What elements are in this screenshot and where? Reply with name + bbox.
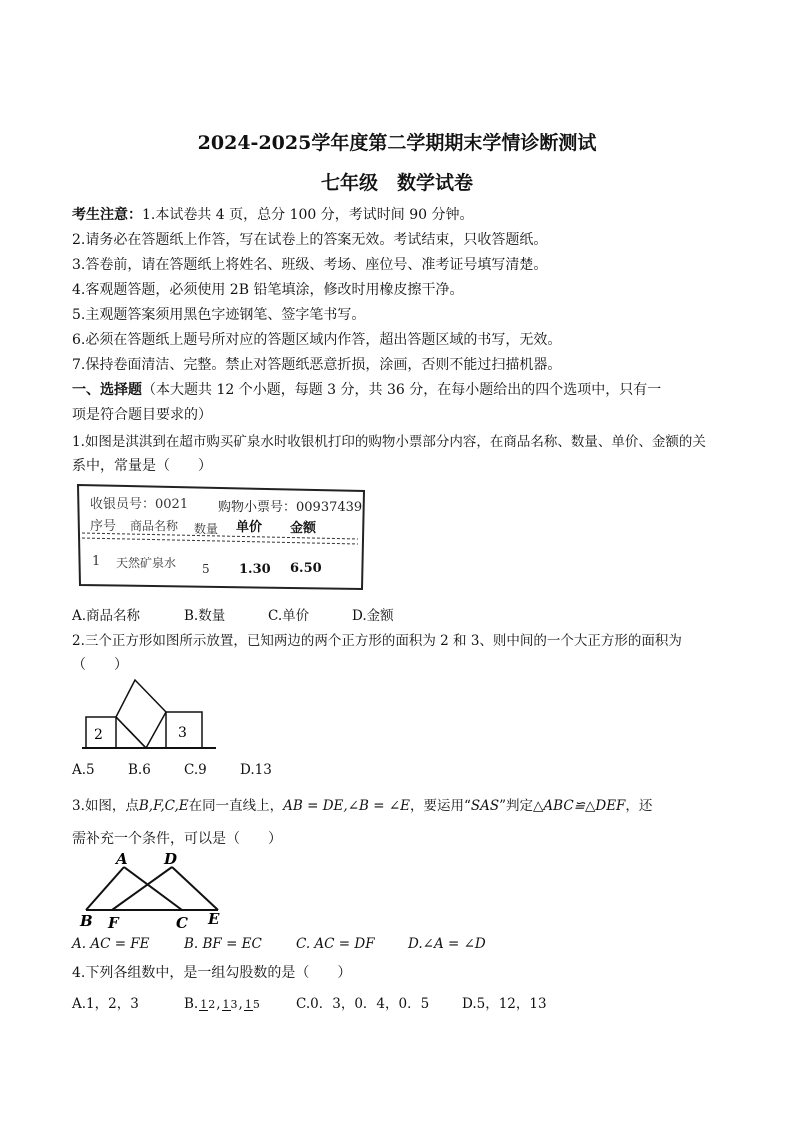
- section-heading: 一、选择题（本大题共 12 个小题，每题 3 分，共 36 分，在每小题给出的四个选项中，只有一: [72, 382, 662, 398]
- question-1-text-cont: 系中，常量是（ ）: [72, 458, 212, 474]
- squares-figure: [80, 676, 220, 752]
- option-c[interactable]: C.9: [184, 762, 207, 778]
- option-d[interactable]: D.5，12，13: [462, 996, 547, 1012]
- notice-item: 考生注意：1.本试卷共 4 页，总分 100 分，考试时间 90 分钟。: [72, 207, 474, 223]
- notice-item: 3.答卷前，请在答题纸上将姓名、班级、考场、座位号、准考证号填写清楚。: [72, 257, 548, 273]
- point-b-label: B: [80, 912, 93, 930]
- receipt-header-name: 商品名称: [130, 519, 179, 533]
- notice-item: 7.保持卷面清洁、完整。禁止对答题纸恶意折损，涂画，否则不能过扫描机器。: [72, 357, 562, 373]
- point-f-label: F: [108, 914, 119, 930]
- option-d[interactable]: D.13: [240, 762, 272, 778]
- exam-subtitle: 七年级 数学试卷: [320, 172, 473, 194]
- receipt-row-name: 天然矿泉水: [116, 556, 177, 570]
- exam-title: 2024-2025学年度第二学期期末学情诊断测试: [197, 132, 597, 154]
- question-3-options: [72, 936, 486, 952]
- receipt-header-price: 单价: [236, 520, 263, 535]
- option-b[interactable]: B. BF = EC: [184, 936, 262, 952]
- option-c[interactable]: C.0．3，0．4，0．5: [296, 996, 430, 1012]
- question-2-text-cont: （ ）: [72, 657, 128, 673]
- receipt-row-amount: 6.50: [290, 561, 322, 576]
- receipt-header-amount: 金额: [290, 521, 317, 536]
- receipt-row-qty: 5: [202, 562, 210, 576]
- receipt-header-no: 序号: [90, 519, 117, 534]
- notice-item: 2.请务必在答题纸上作答，写在试卷上的答案无效。考试结束，只收答题纸。: [72, 232, 548, 248]
- point-e-label: E: [208, 910, 220, 928]
- question-4-options: [72, 992, 547, 1022]
- option-c[interactable]: C.单价: [268, 608, 310, 624]
- fraction: 15: [244, 997, 260, 1011]
- point-a-label: A: [116, 850, 128, 868]
- question-3-text: 3.如图，点B,F,C,E在同一直线上，AB = DE,∠B = ∠E，要运用“SAS”判定△ABC≌△DEF，还: [72, 798, 653, 814]
- option-c[interactable]: C. AC = DF: [296, 936, 375, 952]
- receipt-cashier: 收银员号：0021: [90, 497, 189, 512]
- section-heading-cont: 项是符合题目要求的）: [72, 407, 212, 423]
- option-a[interactable]: A.1，2，3: [72, 996, 139, 1012]
- option-a[interactable]: A.5: [72, 762, 95, 778]
- notice-item: 5.主观题答案须用黑色字迹钢笔、签字笔书写。: [72, 307, 366, 323]
- option-b[interactable]: B. 12, 13, 15: [184, 996, 260, 1012]
- square-left-label: 2: [94, 727, 103, 743]
- fraction: 12: [200, 997, 216, 1011]
- question-3-text-cont: 需补充一个条件，可以是（ ）: [72, 831, 282, 847]
- option-b[interactable]: B.数量: [184, 608, 226, 624]
- option-d[interactable]: D.金额: [352, 608, 394, 624]
- option-b[interactable]: B.6: [128, 762, 151, 778]
- square-right-label: 3: [178, 725, 187, 741]
- question-1-text: 1.如图是淇淇到在超市购买矿泉水时收银机打印的购物小票部分内容，在商品名称、数量、单价、金额的关: [72, 434, 706, 450]
- triangles-figure: [76, 850, 236, 930]
- question-4-text: 4.下列各组数中，是一组勾股数的是（ ）: [72, 965, 352, 981]
- point-c-label: C: [176, 914, 188, 930]
- point-d-label: D: [164, 850, 178, 868]
- notice-item: 4.客观题答题，必须使用 2B 铅笔填涂，修改时用橡皮擦干净。: [72, 282, 464, 298]
- question-1-options: [72, 604, 394, 624]
- option-a[interactable]: A. AC = FE: [72, 936, 150, 952]
- receipt-header-qty: 数量: [194, 522, 219, 536]
- receipt-row-price: 1.30: [239, 562, 271, 577]
- notice-label: 考生注意：: [72, 207, 142, 223]
- option-d[interactable]: D.∠A = ∠D: [408, 936, 486, 952]
- receipt-figure: [76, 483, 366, 593]
- option-a[interactable]: A.商品名称: [72, 608, 141, 624]
- receipt-ticket: 购物小票号：00937439: [218, 500, 363, 515]
- question-2-text: 2.三个正方形如图所示放置，已知两边的两个正方形的面积为 2 和 3、则中间的一个大正方形的面积为: [72, 633, 682, 649]
- receipt-row-no: 1: [92, 554, 101, 569]
- fraction: 13: [222, 997, 238, 1011]
- question-2-options: [72, 762, 272, 778]
- notice-item: 6.必须在答题纸上题号所对应的答题区域内作答，超出答题区域的书写，无效。: [72, 332, 562, 348]
